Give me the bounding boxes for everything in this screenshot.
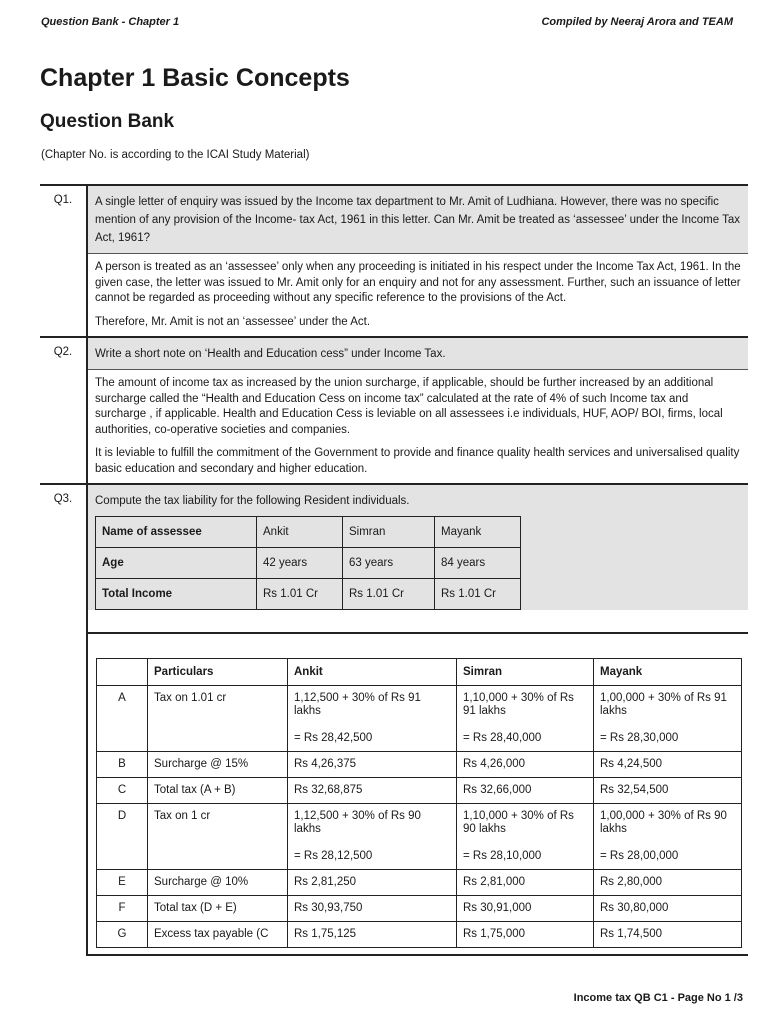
table-cell: Total Income (96, 579, 257, 610)
table-row (97, 922, 742, 948)
answer-paragraph: It is leviable to fulfill the commitment of the Government to provide and finance quality health services and universalised quality basic education and secondary and higher education. (95, 447, 740, 475)
question-row-q2 (40, 336, 748, 483)
running-header-right: Compiled by Neeraj Arora and TEAM (541, 16, 733, 28)
question-number: Q1. (40, 186, 88, 336)
table-cell: C (97, 778, 148, 804)
table-cell: Simran (343, 517, 435, 548)
table-row (97, 870, 742, 896)
table-row (97, 752, 742, 778)
table-cell: 1,12,500 + 30% of Rs 90 lakhs = Rs 28,12,500 (288, 804, 457, 870)
table-cell: F (97, 896, 148, 922)
table-cell: Rs 1.01 Cr (435, 579, 521, 610)
question-text: Compute the tax liability for the following Resident individuals. (95, 495, 410, 507)
table-cell: Tax on 1.01 cr (148, 686, 288, 752)
page-footer: Income tax QB C1 - Page No 1 /3 (573, 992, 743, 1004)
table-cell: Rs 30,91,000 (457, 896, 594, 922)
table-cell: Rs 32,66,000 (457, 778, 594, 804)
table-cell: Rs 30,93,750 (288, 896, 457, 922)
table-cell: E (97, 870, 148, 896)
table-cell: 1,10,000 + 30% of Rs 91 lakhs = Rs 28,40,000 (457, 686, 594, 752)
table-cell: D (97, 804, 148, 870)
table-cell: 1,00,000 + 30% of Rs 90 lakhs = Rs 28,00,000 (594, 804, 742, 870)
column-header: Mayank (594, 659, 742, 686)
table-row (96, 548, 521, 579)
table-row (97, 896, 742, 922)
table-cell: Excess tax payable (C (148, 922, 288, 948)
section-title: Question Bank (40, 111, 175, 132)
table-cell: 84 years (435, 548, 521, 579)
table-cell: Ankit (257, 517, 343, 548)
table-cell: Tax on 1 cr (148, 804, 288, 870)
table-row (97, 804, 742, 870)
table-cell: 42 years (257, 548, 343, 579)
table-cell: A (97, 686, 148, 752)
table-cell: Surcharge @ 10% (148, 870, 288, 896)
question-number: Q3. (40, 485, 88, 956)
question-number: Q2. (40, 338, 88, 483)
table-cell: Rs 32,68,875 (288, 778, 457, 804)
question-text: A single letter of enquiry was issued by the Income tax department to Mr. Amit of Ludhiana. However, there was no specific mention of any provision of the Income- tax Act, 1961 in this letter. Can Mr. Amit be treated as ‘assessee’ under the Income Tax Act, 1961? (88, 186, 748, 253)
tax-computation-table (96, 658, 742, 948)
table-cell: Rs 2,80,000 (594, 870, 742, 896)
table-cell: Rs 32,54,500 (594, 778, 742, 804)
column-header: Simran (457, 659, 594, 686)
table-cell: 1,00,000 + 30% of Rs 91 lakhs = Rs 28,30,000 (594, 686, 742, 752)
table-cell: 1,10,000 + 30% of Rs 90 lakhs = Rs 28,10,000 (457, 804, 594, 870)
divider (88, 632, 748, 658)
chapter-title: Chapter 1 Basic Concepts (40, 64, 350, 92)
table-cell: Surcharge @ 15% (148, 752, 288, 778)
table-cell: Rs 1.01 Cr (343, 579, 435, 610)
table-cell: Rs 4,24,500 (594, 752, 742, 778)
table-cell: Rs 1,75,000 (457, 922, 594, 948)
table-cell: B (97, 752, 148, 778)
table-cell: Total tax (D + E) (148, 896, 288, 922)
table-row (97, 686, 742, 752)
table-cell: Rs 1,74,500 (594, 922, 742, 948)
table-cell: Rs 30,80,000 (594, 896, 742, 922)
question-row-q1 (40, 184, 748, 336)
table-cell: 63 years (343, 548, 435, 579)
table-cell: Age (96, 548, 257, 579)
answer-paragraph: The amount of income tax as increased by the union surcharge, if applicable, should be further increased by an additional surcharge called the “Health and Education Cess on income tax” calculated at the rate of 4% of such Income tax and surcharge , if applicable. Health and Education Cess is leviable on all assessees i.e individuals, HUF, AOP/ BOI, firms, local authorities, co-operative societies and companies. (95, 377, 723, 436)
table-cell: Rs 4,26,375 (288, 752, 457, 778)
table-row (96, 579, 521, 610)
table-cell: Rs 2,81,000 (457, 870, 594, 896)
column-header: Ankit (288, 659, 457, 686)
table-cell: Rs 1,75,125 (288, 922, 457, 948)
table-cell: Mayank (435, 517, 521, 548)
answer-block (88, 253, 748, 336)
table-cell: Name of assessee (96, 517, 257, 548)
table-cell: Rs 2,81,250 (288, 870, 457, 896)
table-header-row (97, 659, 742, 686)
assessee-table (95, 516, 521, 610)
table-row (96, 517, 521, 548)
divider (88, 954, 748, 956)
table-cell: Rs 4,26,000 (457, 752, 594, 778)
table-cell: G (97, 922, 148, 948)
column-header (97, 659, 148, 686)
question-bank (40, 184, 748, 956)
table-cell: Rs 1.01 Cr (257, 579, 343, 610)
answer-paragraph: A person is treated as an ‘assessee’ only when any proceeding is initiated in his respect under the Income Tax Act, 1961. In the given case, the letter was issued to Mr. Amit only for an enquiry and not for any assessment. Further, such an issuance of letter cannot be regarded as proceeding without any specific reference to the provisions of the Act. (95, 261, 741, 304)
table-cell: 1,12,500 + 30% of Rs 91 lakhs = Rs 28,42,500 (288, 686, 457, 752)
chapter-note: (Chapter No. is according to the ICAI Study Material) (41, 149, 310, 161)
question-text: Write a short note on ‘Health and Education cess” under Income Tax. (88, 338, 748, 369)
answer-paragraph: Therefore, Mr. Amit is not an ‘assessee’ under the Act. (95, 315, 371, 328)
question-block (88, 485, 748, 610)
question-row-q3 (40, 483, 748, 956)
table-cell: Total tax (A + B) (148, 778, 288, 804)
answer-block (88, 369, 748, 483)
table-row (97, 778, 742, 804)
column-header: Particulars (148, 659, 288, 686)
running-header-left: Question Bank - Chapter 1 (41, 16, 180, 28)
